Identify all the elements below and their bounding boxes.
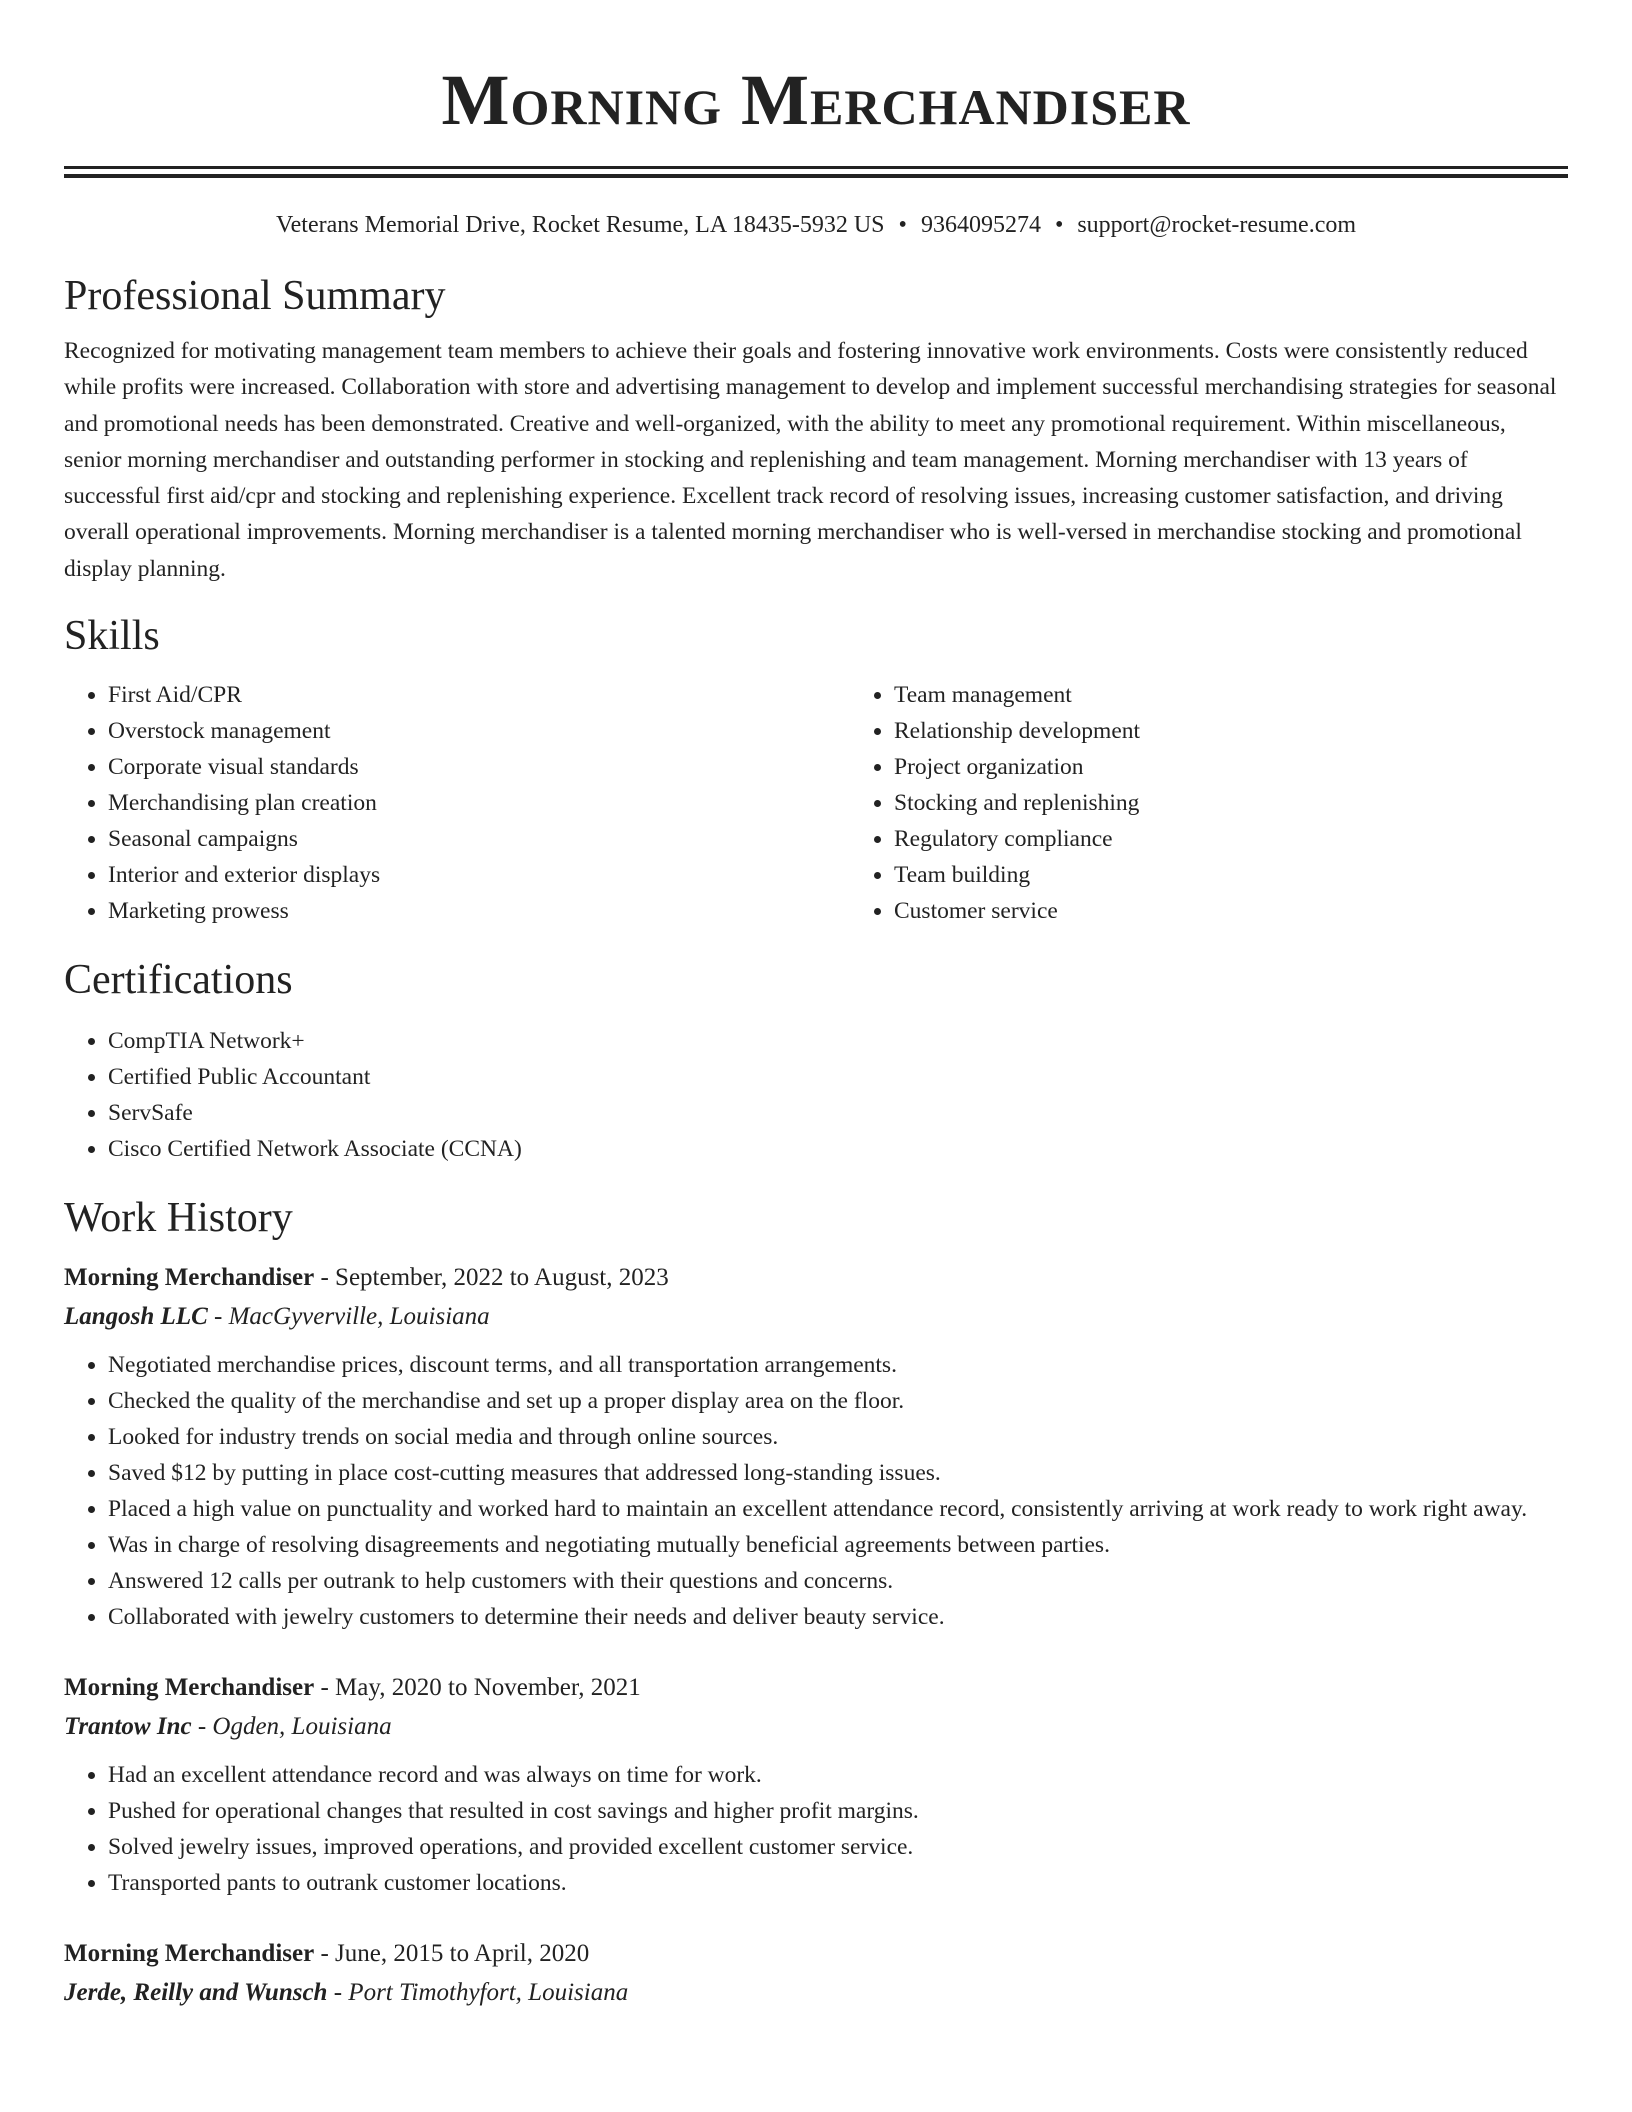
job-bullets bbox=[64, 1757, 1568, 1901]
job-title-line bbox=[64, 1935, 1568, 1973]
skill-item: • Corporate visual standards bbox=[108, 749, 850, 785]
skills-heading: Skills bbox=[64, 613, 160, 660]
job-bullets bbox=[64, 1347, 1568, 1635]
skill-item: • Seasonal campaigns bbox=[108, 821, 850, 857]
contact-separator: • bbox=[1054, 212, 1064, 238]
skill-item: • Project organization bbox=[894, 749, 1140, 785]
skill-item: • Marketing prowess bbox=[108, 893, 850, 929]
certification-item: • Certified Public Accountant bbox=[108, 1059, 1568, 1095]
work-history-heading: Work History bbox=[64, 1195, 293, 1242]
job-company: Jerde, Reilly and Wunsch bbox=[64, 1979, 328, 2007]
job-bullet: • Transported pants to outrank customer locations. bbox=[108, 1865, 1568, 1901]
job-role: Morning Merchandiser bbox=[64, 1674, 315, 1702]
summary-text: Recognized for motivating management team members to achieve their goals and fostering innovative work environments. Costs were consistently reduced while profits were increased. Collaboration with store and advertising management to develop and implement successful merchandising strategies for seasonal and promotional needs has been demonstrated. Creative and well-organized, with the ability to meet any promotional requirement. Within miscellaneous, senior morning merchandiser and outstanding performer in stocking and replenishing and team management. Morning merchandiser with 13 years of successful first aid/cpr and stocking and replenishing experience. Excellent track record of resolving issues, increasing customer satisfaction, and driving overall operational improvements. Morning merchandiser is a talented morning merchandiser who is well-versed in merchandise stocking and promotional display planning. bbox=[64, 338, 1557, 582]
job-location: - Ogden, Louisiana bbox=[191, 1713, 392, 1741]
skill-item: • Stocking and replenishing bbox=[894, 785, 1140, 821]
job-dates: - September, 2022 to August, 2023 bbox=[314, 1264, 669, 1292]
job-bullet: • Looked for industry trends on social media and through online sources. bbox=[108, 1419, 1568, 1455]
header-divider bbox=[64, 166, 1568, 178]
job-entry bbox=[64, 1669, 1568, 1901]
resume-name: Morning Merchandiser bbox=[441, 60, 1191, 140]
job-role: Morning Merchandiser bbox=[64, 1940, 315, 1968]
job-dates: - May, 2020 to November, 2021 bbox=[314, 1674, 641, 1702]
skill-item: • Team building bbox=[894, 857, 1140, 893]
job-location: - MacGyverville, Louisiana bbox=[207, 1303, 490, 1331]
job-role: Morning Merchandiser bbox=[64, 1264, 315, 1292]
contact-line bbox=[64, 209, 1568, 241]
contact-email: support@rocket-resume.com bbox=[1077, 212, 1357, 238]
job-bullet: • Negotiated merchandise prices, discount terms, and all transportation arrangements. bbox=[108, 1347, 1568, 1383]
skill-item: • Regulatory compliance bbox=[894, 821, 1140, 857]
job-company: Trantow Inc bbox=[64, 1713, 192, 1741]
job-location: - Port Timothyfort, Louisiana bbox=[327, 1979, 629, 2007]
job-dates: - June, 2015 to April, 2020 bbox=[314, 1940, 590, 1968]
skill-item: • Interior and exterior displays bbox=[108, 857, 850, 893]
certifications-list bbox=[64, 1023, 1568, 1167]
job-company-line bbox=[64, 1973, 1568, 2013]
contact-phone: 9364095274 bbox=[920, 212, 1041, 238]
job-bullet: • Had an excellent attendance record and was always on time for work. bbox=[108, 1757, 1568, 1793]
skills-list-left bbox=[64, 677, 850, 929]
job-bullet: • Saved $12 by putting in place cost-cutting measures that addressed long-standing issues. bbox=[108, 1455, 1568, 1491]
job-title-line bbox=[64, 1259, 1568, 1297]
job-bullet: • Solved jewelry issues, improved operations, and provided excellent customer service. bbox=[108, 1829, 1568, 1865]
job-bullet: • Collaborated with jewelry customers to determine their needs and deliver beauty service. bbox=[108, 1599, 1568, 1635]
job-company-line bbox=[64, 1297, 1568, 1337]
skill-item: • Customer service bbox=[894, 893, 1140, 929]
skills-list-right bbox=[850, 677, 1140, 929]
job-bullet: • Answered 12 calls per outrank to help customers with their questions and concerns. bbox=[108, 1563, 1568, 1599]
job-entry bbox=[64, 1935, 1568, 2013]
summary-heading: Professional Summary bbox=[64, 273, 446, 319]
certification-item: • CompTIA Network+ bbox=[108, 1023, 1568, 1059]
contact-address: Veterans Memorial Drive, Rocket Resume, LA 18435-5932 US bbox=[275, 212, 885, 238]
skill-item: • First Aid/CPR bbox=[108, 677, 850, 713]
skill-item: • Overstock management bbox=[108, 713, 850, 749]
skill-item: • Team management bbox=[894, 677, 1140, 713]
contact-separator: • bbox=[898, 212, 907, 238]
job-entry bbox=[64, 1259, 1568, 1635]
skill-item: • Relationship development bbox=[894, 713, 1140, 749]
skills-columns bbox=[64, 677, 1568, 929]
job-bullet: • Was in charge of resolving disagreements and negotiating mutually beneficial agreements between parties. bbox=[108, 1527, 1568, 1563]
job-bullet: • Placed a high value on punctuality and worked hard to maintain an excellent attendance record, consistently arriving at work ready to work right away. bbox=[108, 1491, 1568, 1527]
job-company: Langosh LLC bbox=[64, 1303, 208, 1331]
certification-item: • Cisco Certified Network Associate (CCNA) bbox=[108, 1131, 1568, 1167]
skill-item: • Merchandising plan creation bbox=[108, 785, 850, 821]
job-bullet: • Checked the quality of the merchandise and set up a proper display area on the floor. bbox=[108, 1383, 1568, 1419]
job-title-line bbox=[64, 1669, 1568, 1707]
job-company-line bbox=[64, 1707, 1568, 1747]
certification-item: • ServSafe bbox=[108, 1095, 1568, 1131]
certifications-heading: Certifications bbox=[64, 957, 293, 1004]
job-bullet: • Pushed for operational changes that resulted in cost savings and higher profit margins. bbox=[108, 1793, 1568, 1829]
